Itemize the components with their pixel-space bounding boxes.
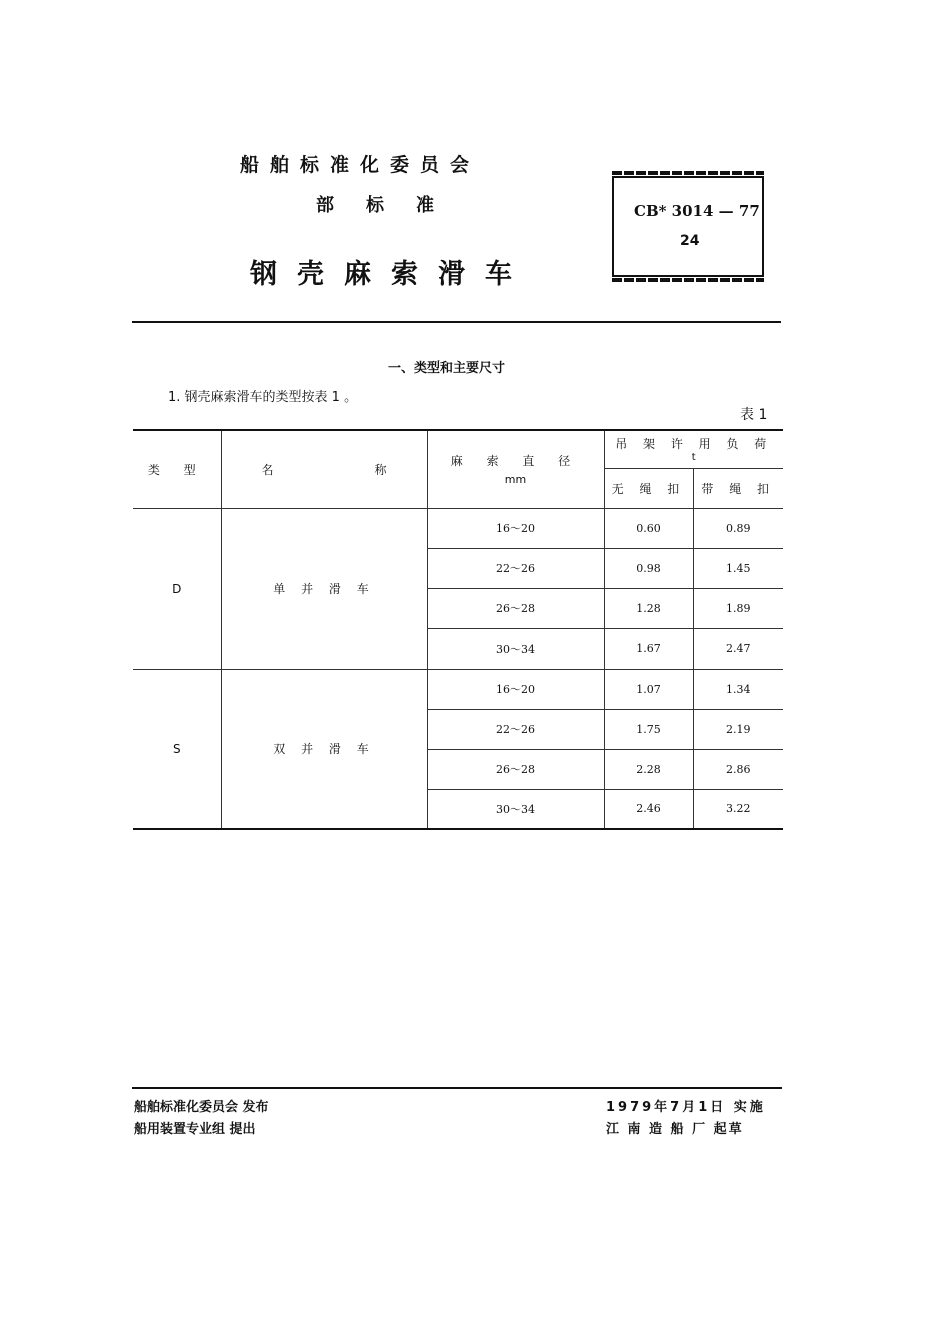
diameter-cell: 22～26 xyxy=(427,709,604,749)
effective-date-line: 1979年7月1日 实施 xyxy=(606,1100,766,1115)
table-label: 表 1 xyxy=(740,407,768,423)
standard-number-box xyxy=(612,176,764,277)
with-buckle-cell: 0.89 xyxy=(693,508,783,548)
with-buckle-cell: 3.22 xyxy=(693,789,783,829)
no-buckle-cell: 0.98 xyxy=(604,548,693,588)
no-buckle-cell: 1.75 xyxy=(604,709,693,749)
with-buckle-cell: 1.45 xyxy=(693,548,783,588)
header-name-left: 名 xyxy=(261,462,274,477)
diameter-cell: 22～26 xyxy=(427,548,604,588)
header-no-buckle: 无 绳 扣 xyxy=(604,468,693,508)
standard-code: CB* 3014 — 77 xyxy=(634,202,760,220)
with-buckle-cell: 2.19 xyxy=(693,709,783,749)
header-type: 类 型 xyxy=(133,430,221,508)
no-buckle-cell: 0.60 xyxy=(604,508,693,548)
diameter-cell: 30～34 xyxy=(427,789,604,829)
name-cell: 双 并 滑 车 xyxy=(221,669,427,829)
header-diameter xyxy=(427,430,604,508)
header-name-right: 称 xyxy=(374,462,387,477)
section-heading: 一、类型和主要尺寸 xyxy=(388,361,506,376)
table-row xyxy=(133,669,783,709)
no-buckle-cell: 1.67 xyxy=(604,628,693,669)
section-paragraph: 1. 钢壳麻索滑车的类型按表 1 。 xyxy=(168,390,358,405)
committee-name: 船舶标准化委员会 xyxy=(240,154,481,176)
diameter-cell: 26～28 xyxy=(427,749,604,789)
proposer-line: 船用装置专业组 提出 xyxy=(134,1122,256,1137)
diameter-cell: 30～34 xyxy=(427,628,604,669)
with-buckle-cell: 1.34 xyxy=(693,669,783,709)
no-buckle-cell: 2.46 xyxy=(604,789,693,829)
with-buckle-cell: 1.89 xyxy=(693,588,783,628)
issuer-line: 船舶标准化委员会 发布 xyxy=(134,1100,269,1115)
name-cell: 单 并 滑 车 xyxy=(221,508,427,669)
footer-divider xyxy=(132,1087,782,1089)
header-name xyxy=(221,430,427,508)
diameter-cell: 16～20 xyxy=(427,508,604,548)
type-cell: D xyxy=(133,508,221,669)
pulley-type-table xyxy=(133,429,783,830)
header-load xyxy=(604,430,783,468)
header-diameter-label: 麻 索 直 径 xyxy=(450,454,581,469)
with-buckle-cell: 2.47 xyxy=(693,628,783,669)
drafter-line: 江 南 造 船 厂 起草 xyxy=(606,1122,744,1137)
with-buckle-cell: 2.86 xyxy=(693,749,783,789)
no-buckle-cell: 2.28 xyxy=(604,749,693,789)
table-row xyxy=(133,508,783,548)
header-load-unit: t xyxy=(691,452,696,464)
header-load-label: 吊 架 许 用 负 荷 xyxy=(615,437,773,452)
no-buckle-cell: 1.07 xyxy=(604,669,693,709)
page-number: 24 xyxy=(680,233,700,249)
document-title: 钢壳麻索滑车 xyxy=(250,259,532,290)
standard-level: 部标准 xyxy=(316,195,466,216)
diameter-cell: 26～28 xyxy=(427,588,604,628)
header-diameter-unit: mm xyxy=(504,473,527,487)
no-buckle-cell: 1.28 xyxy=(604,588,693,628)
header-divider xyxy=(132,321,781,323)
header-with-buckle: 带 绳 扣 xyxy=(693,468,783,508)
diameter-cell: 16～20 xyxy=(427,669,604,709)
type-cell: S xyxy=(133,669,221,829)
